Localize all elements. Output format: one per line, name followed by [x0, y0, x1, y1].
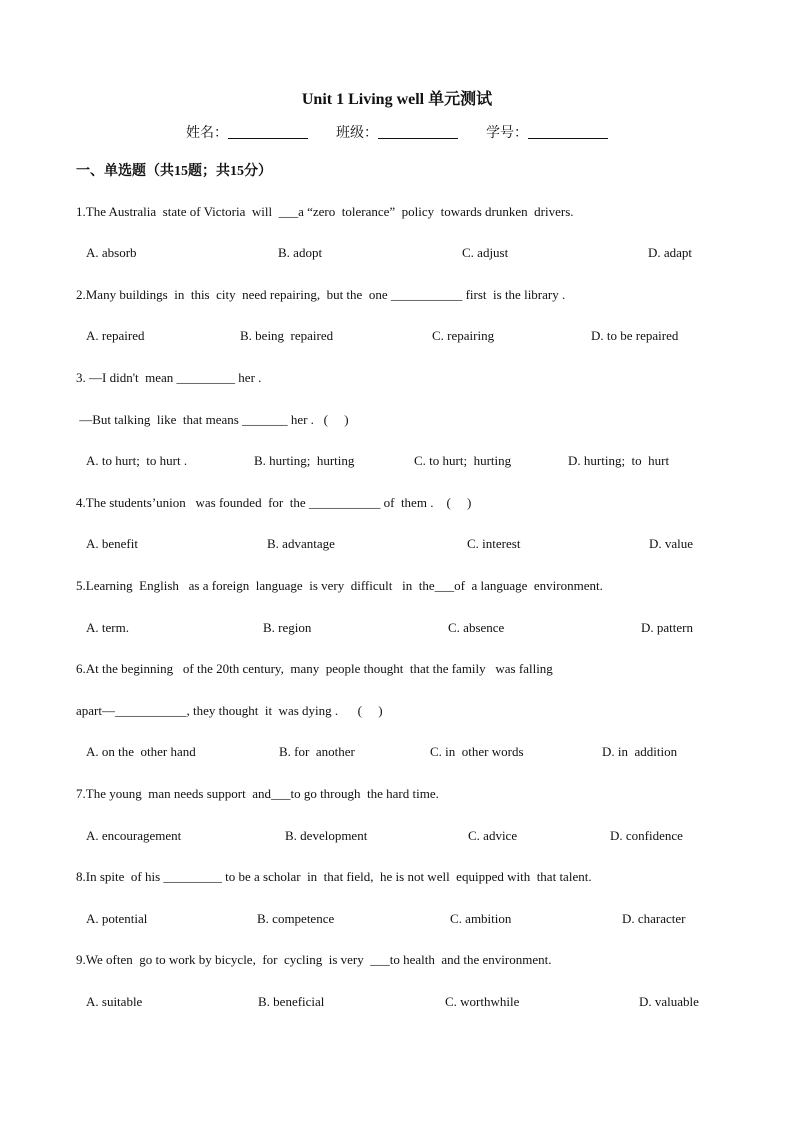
- question-2-option-d[interactable]: D. to be repaired: [591, 328, 679, 343]
- question-7-stem: 7.The young man needs support and___to go through the hard time.: [76, 786, 439, 801]
- question-2-option-a[interactable]: A. repaired: [86, 328, 145, 343]
- question-6-option-d[interactable]: D. in addition: [602, 744, 678, 759]
- question-6-option-b[interactable]: B. for another: [279, 744, 355, 759]
- question-9-option-d[interactable]: D. valuable: [639, 994, 699, 1009]
- question-6-stem-line-1: 6.At the beginning of the 20th century, many people thought that the family was falling: [76, 661, 553, 676]
- question-1-option-b[interactable]: B. adopt: [278, 245, 323, 260]
- question-1-option-d[interactable]: D. adapt: [648, 245, 693, 260]
- question-9-stem: 9.We often go to work by bicycle, for cycling is very ___to health and the environment.: [76, 952, 552, 967]
- question-4-option-d[interactable]: D. value: [649, 536, 694, 551]
- name-label: 姓名：: [186, 126, 228, 141]
- question-9-option-c[interactable]: C. worthwhile: [445, 994, 520, 1009]
- question-7-option-b[interactable]: B. development: [285, 828, 368, 843]
- id-blank[interactable]: [528, 124, 608, 139]
- question-5-option-c[interactable]: C. absence: [448, 620, 505, 635]
- id-label: 学号：: [486, 126, 528, 141]
- question-4-option-b[interactable]: B. advantage: [267, 536, 335, 551]
- question-8-option-d[interactable]: D. character: [622, 911, 686, 926]
- page-title: Unit 1 Living well 单元测试: [301, 91, 493, 108]
- student-info-row: [0, 122, 794, 142]
- question-3-stem-line-1: 3. —I didn't mean _________ her .: [76, 370, 262, 385]
- question-1-option-c[interactable]: C. adjust: [462, 245, 509, 260]
- class-label: 班级：: [336, 126, 378, 141]
- question-3-option-a[interactable]: A. to hurt; to hurt .: [86, 453, 188, 468]
- question-8-option-a[interactable]: A. potential: [86, 911, 148, 926]
- class-blank[interactable]: [378, 124, 458, 139]
- question-4-stem: 4.The students’union was founded for the ___________ of them . ( ): [76, 495, 472, 510]
- section-heading: 一、单选题（共15题；共15分）: [76, 164, 272, 179]
- question-9-option-b[interactable]: B. beneficial: [258, 994, 325, 1009]
- question-5-option-d[interactable]: D. pattern: [641, 620, 693, 635]
- question-7-option-a[interactable]: A. encouragement: [86, 828, 182, 843]
- question-2-option-b[interactable]: B. being repaired: [240, 328, 334, 343]
- question-6-option-a[interactable]: A. on the other hand: [86, 744, 196, 759]
- question-5-option-b[interactable]: B. region: [263, 620, 312, 635]
- question-8-option-b[interactable]: B. competence: [257, 911, 335, 926]
- question-1-stem: 1.The Australia state of Victoria will ___a “zero tolerance” policy towards drunken drivers.: [76, 204, 574, 219]
- question-3-option-c[interactable]: C. to hurt; hurting: [414, 453, 512, 468]
- question-3-option-d[interactable]: D. hurting; to hurt: [568, 453, 670, 468]
- question-1-option-a[interactable]: A. absorb: [86, 245, 137, 260]
- question-4-option-c[interactable]: C. interest: [467, 536, 521, 551]
- question-2-stem: 2.Many buildings in this city need repairing, but the one ___________ first is the library .: [76, 287, 566, 302]
- question-8-option-c[interactable]: C. ambition: [450, 911, 512, 926]
- question-7-option-c[interactable]: C. advice: [468, 828, 518, 843]
- question-6-option-c[interactable]: C. in other words: [430, 744, 524, 759]
- question-7-option-d[interactable]: D. confidence: [610, 828, 683, 843]
- question-5-option-a[interactable]: A. term.: [86, 620, 129, 635]
- question-3-stem-line-2: —But talking like that means _______ her . ( ): [76, 412, 349, 427]
- question-9-option-a[interactable]: A. suitable: [86, 994, 143, 1009]
- name-blank[interactable]: [228, 124, 308, 139]
- question-5-stem: 5.Learning English as a foreign language is very difficult in the___of a language environment.: [76, 578, 603, 593]
- question-6-stem-line-2: apart—___________, they thought it was dying . ( ): [76, 703, 383, 718]
- question-3-option-b[interactable]: B. hurting; hurting: [254, 453, 355, 468]
- question-8-stem: 8.In spite of his _________ to be a scholar in that field, he is not well equipped with that talent.: [76, 869, 592, 884]
- question-2-option-c[interactable]: C. repairing: [432, 328, 495, 343]
- question-4-option-a[interactable]: A. benefit: [86, 536, 138, 551]
